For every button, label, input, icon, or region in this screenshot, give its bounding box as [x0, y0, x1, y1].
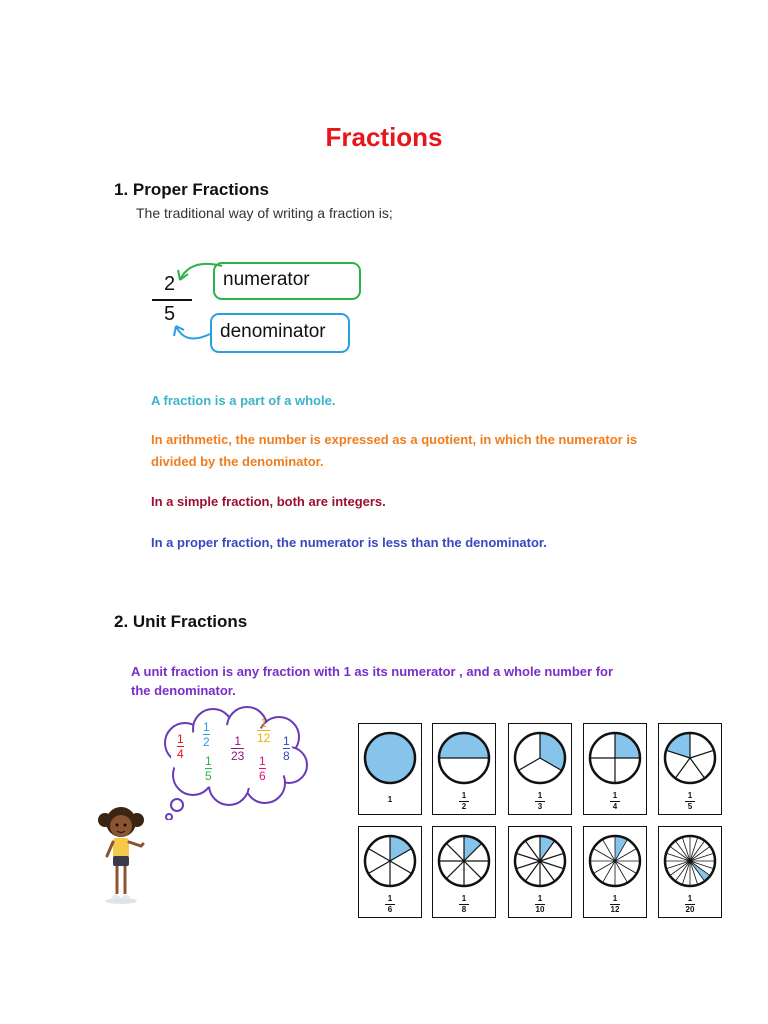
division-line	[675, 841, 690, 861]
card-numerator: 1	[687, 894, 693, 903]
girl-icon	[95, 800, 155, 905]
division-line	[516, 853, 540, 861]
section-heading-unit-fractions: 2. Unit Fractions	[114, 612, 248, 631]
card-denominator: 4	[612, 802, 618, 811]
card-fraction-label	[659, 895, 721, 914]
denominator-label: denominator	[220, 321, 326, 342]
division-line	[446, 843, 464, 861]
division-line	[690, 750, 714, 758]
division-line	[690, 841, 705, 861]
division-line	[525, 861, 540, 881]
division-line	[675, 861, 690, 881]
girl-illustration	[95, 800, 155, 905]
unit-fraction-definition-line1: A unit fraction is any fraction with 1 as its numerator , and a whole number for	[131, 664, 614, 679]
fraction-circle	[588, 728, 642, 788]
division-line	[525, 841, 540, 861]
card-numerator: 1	[537, 894, 543, 903]
card-fraction-label	[659, 792, 721, 811]
card-numerator: 1	[612, 894, 618, 903]
card-denominator: 3	[537, 802, 543, 811]
fraction-card	[658, 826, 722, 918]
fraction-card	[583, 826, 647, 918]
division-line	[518, 758, 540, 771]
cloud-fraction: 1 6	[259, 754, 266, 783]
para-simple-fraction: In a simple fraction, both are integers.	[151, 494, 386, 509]
numerator-label-box	[213, 262, 361, 300]
card-fraction-label	[359, 796, 421, 804]
division-line	[540, 861, 564, 869]
card-fraction-label	[433, 792, 495, 811]
fraction-circle	[513, 728, 567, 788]
card-fraction-label	[509, 792, 571, 811]
card-numerator: 1	[687, 791, 693, 800]
thought-cloud	[155, 705, 315, 820]
division-line	[390, 861, 412, 874]
card-numerator: 1	[387, 795, 393, 804]
cloud-fraction: 1 5	[205, 754, 212, 783]
division-line	[690, 853, 714, 861]
fraction-card	[583, 723, 647, 815]
fraction-card	[358, 826, 422, 918]
division-line	[666, 861, 690, 869]
card-denominator: 8	[461, 905, 467, 914]
cloud-fraction: 1 12	[257, 716, 271, 745]
card-numerator: 1	[461, 894, 467, 903]
card-fraction-label	[584, 895, 646, 914]
card-fraction-label	[509, 895, 571, 914]
para-proper-fraction: In a proper fraction, the numerator is less than the denominator.	[151, 535, 547, 550]
fraction-card	[358, 723, 422, 815]
division-line	[464, 861, 482, 879]
shaded-slice	[439, 733, 489, 758]
cloud-fraction: 1 8	[283, 734, 290, 763]
card-fraction-label	[359, 895, 421, 914]
division-line	[682, 861, 690, 885]
division-line	[446, 861, 464, 879]
division-line	[690, 758, 705, 778]
card-denominator: 5	[687, 802, 693, 811]
fraction-circle	[363, 831, 417, 891]
fraction-circle	[437, 728, 491, 788]
fraction-circle	[437, 831, 491, 891]
division-line	[675, 758, 690, 778]
cloud-fraction: 1 2	[203, 720, 210, 749]
denominator-value: 5	[164, 303, 176, 325]
division-line	[368, 849, 390, 862]
division-line	[368, 861, 390, 874]
division-line	[690, 846, 710, 861]
para-part-of-whole: A fraction is a part of a whole.	[151, 393, 336, 408]
fraction-circle	[663, 831, 717, 891]
fraction-diagram	[140, 250, 370, 360]
division-line	[540, 861, 555, 881]
division-line	[690, 837, 698, 861]
division-line	[682, 837, 690, 861]
card-denominator: 10	[535, 905, 545, 914]
cloud-fraction: 1 4	[177, 732, 184, 761]
para-arithmetic-line1: In arithmetic, the number is expressed as a quotient, in which the numerator is	[151, 432, 638, 447]
cloud-fraction: 1 23	[231, 734, 245, 763]
intro-text: The traditional way of writing a fraction is;	[136, 205, 393, 221]
fraction-card	[432, 826, 496, 918]
card-denominator: 6	[387, 905, 393, 914]
fraction-circle	[663, 728, 717, 788]
card-denominator: 2	[461, 802, 467, 811]
page-title: Fractions	[325, 122, 443, 152]
fraction-card	[432, 723, 496, 815]
card-numerator: 1	[537, 791, 543, 800]
card-fraction-label	[433, 895, 495, 914]
card-denominator: 12	[610, 905, 620, 914]
denominator-label-box	[210, 313, 350, 353]
division-line	[516, 861, 540, 869]
fraction-circle	[588, 831, 642, 891]
fraction-card	[658, 723, 722, 815]
numerator-value: 2	[164, 273, 176, 295]
para-arithmetic-line2: divided by the denominator.	[151, 454, 324, 469]
card-numerator: 1	[612, 791, 618, 800]
section-heading-proper-fractions: 1. Proper Fractions	[114, 180, 269, 199]
unit-fraction-definition-line2: the denominator.	[131, 683, 236, 698]
fraction-card	[508, 826, 572, 918]
fraction-card	[508, 723, 572, 815]
numerator-label: numerator	[223, 269, 310, 290]
card-numerator: 1	[387, 894, 393, 903]
division-line	[666, 853, 690, 861]
card-fraction-label	[584, 792, 646, 811]
fraction-circle	[513, 831, 567, 891]
card-denominator: 20	[685, 905, 695, 914]
fraction-circle	[363, 728, 417, 788]
division-line	[670, 861, 690, 876]
division-line	[670, 846, 690, 861]
card-numerator: 1	[461, 791, 467, 800]
